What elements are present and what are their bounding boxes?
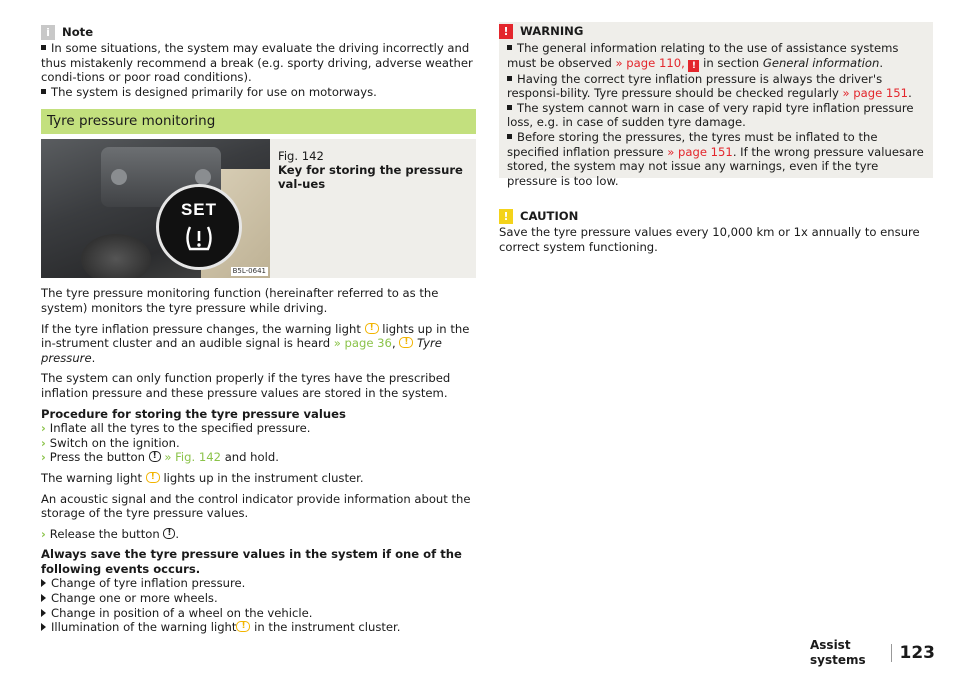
note-bullet: In some situations, the system may evaluate the driving incorrectly and thus mistakenly recommend a break (e.g. sporty driving, adverse weather condi-tions or poor road conditions). xyxy=(41,41,473,85)
page-link[interactable]: » page 36 xyxy=(333,336,392,351)
right-column xyxy=(499,0,933,254)
warning-bullet: Having the correct tyre inflation pressure is always the driver's responsi-bility. Tyre pressure should be checked regularly » page 151. xyxy=(507,71,912,101)
tyre-warning-light-icon xyxy=(236,621,250,632)
procedure-step: › Inflate all the tyres to the specified pressure. xyxy=(41,421,311,436)
tyre-button-icon xyxy=(163,528,175,539)
tyre-warning-light-icon xyxy=(399,337,413,348)
figure-caption xyxy=(278,149,470,191)
caution-text: Save the tyre pressure values every 10,000 km or 1x annually to ensure correct system functioning. xyxy=(499,225,920,254)
note-header xyxy=(41,24,476,41)
paragraph: If the tyre inflation pressure changes, the warning light ! lights up in the in-strument cluster and an audible signal is heard » page 36, ! Tyre pressure. xyxy=(41,322,476,366)
procedure-step: › Press the button ! » Fig. 142 and hold. xyxy=(41,450,476,465)
procedure-step: › Switch on the ignition. xyxy=(41,435,180,450)
tyre-warning-light-icon xyxy=(146,472,160,483)
paragraph: The warning light ! lights up in the instrument cluster. xyxy=(41,471,476,486)
warning-box xyxy=(499,22,933,188)
paragraph: The tyre pressure monitoring function (hereinafter referred to as the system) monitors the tyre pressure while driving. xyxy=(41,286,439,315)
info-icon: i xyxy=(41,25,55,40)
tyre-button-icon xyxy=(149,451,161,462)
figure-link[interactable]: » Fig. 142 xyxy=(164,450,221,465)
page-link[interactable]: » page 110, xyxy=(615,55,685,70)
warning-icon: ! xyxy=(499,24,513,39)
tyre-warning-light-icon xyxy=(365,323,379,334)
page-number: 123 xyxy=(899,642,935,663)
figure-code: B5L-0641 xyxy=(232,267,266,276)
figure-142 xyxy=(41,139,476,278)
paragraph: The system can only function properly if the tyres have the prescribed inflation pressure and these pressure values are stored in the system. xyxy=(41,371,451,400)
warning-header xyxy=(499,22,927,41)
page-footer xyxy=(810,638,935,667)
event-item: Change of tyre inflation pressure. xyxy=(41,576,476,591)
set-button-callout xyxy=(156,184,242,270)
figure-number: Fig. 142 xyxy=(278,149,324,164)
warning-bullet: The general information relating to the use of assistance systems must be observed » page 110, ! in section General information. xyxy=(507,41,899,71)
figure-title: Key for storing the pressure val-ues xyxy=(278,163,463,192)
always-title: Always save the tyre pressure values in the system if one of the following events occurs. xyxy=(41,547,462,576)
set-label: SET xyxy=(180,200,218,220)
paragraph: An acoustic signal and the control indicator provide information about the storage of the tyre pressure values. xyxy=(41,491,471,521)
section-title: Tyre pressure monitoring xyxy=(41,109,476,134)
page-link[interactable]: » page 151 xyxy=(842,86,909,101)
caution-header xyxy=(499,208,933,225)
event-item: Change one or more wheels. xyxy=(41,591,476,606)
warning-title: WARNING xyxy=(520,24,584,39)
procedure-title: Procedure for storing the tyre pressure values xyxy=(41,406,346,421)
page-link[interactable]: » page 151 xyxy=(667,144,733,159)
warning-symbol-icon: ! xyxy=(688,60,699,72)
caution-icon: ! xyxy=(499,209,513,224)
left-column xyxy=(41,0,476,635)
event-item: Change in position of a wheel on the vehicle. xyxy=(41,606,476,621)
note-bullet: The system is designed primarily for use on motorways. xyxy=(41,85,476,100)
footer-section: Assist systems xyxy=(810,638,866,667)
caution-title: CAUTION xyxy=(520,209,579,224)
procedure-step: › Release the button ! . xyxy=(41,527,476,542)
tyre-pressure-icon xyxy=(159,223,239,257)
dashboard-photo xyxy=(41,139,270,278)
note-title: Note xyxy=(62,25,94,40)
warning-bullet: The system cannot warn in case of very rapid tyre inflation pressure loss, e.g. in case of sudden tyre damage. xyxy=(507,100,914,130)
event-item: Illumination of the warning light! in the instrument cluster. xyxy=(41,620,476,635)
warning-bullet: Before storing the pressures, the tyres must be inflated to the specified inflation pressure » page 151. If the wrong pressure valuesare stored, the system may not issue any warnings, even if the tyre pressure is too low. xyxy=(507,129,924,188)
